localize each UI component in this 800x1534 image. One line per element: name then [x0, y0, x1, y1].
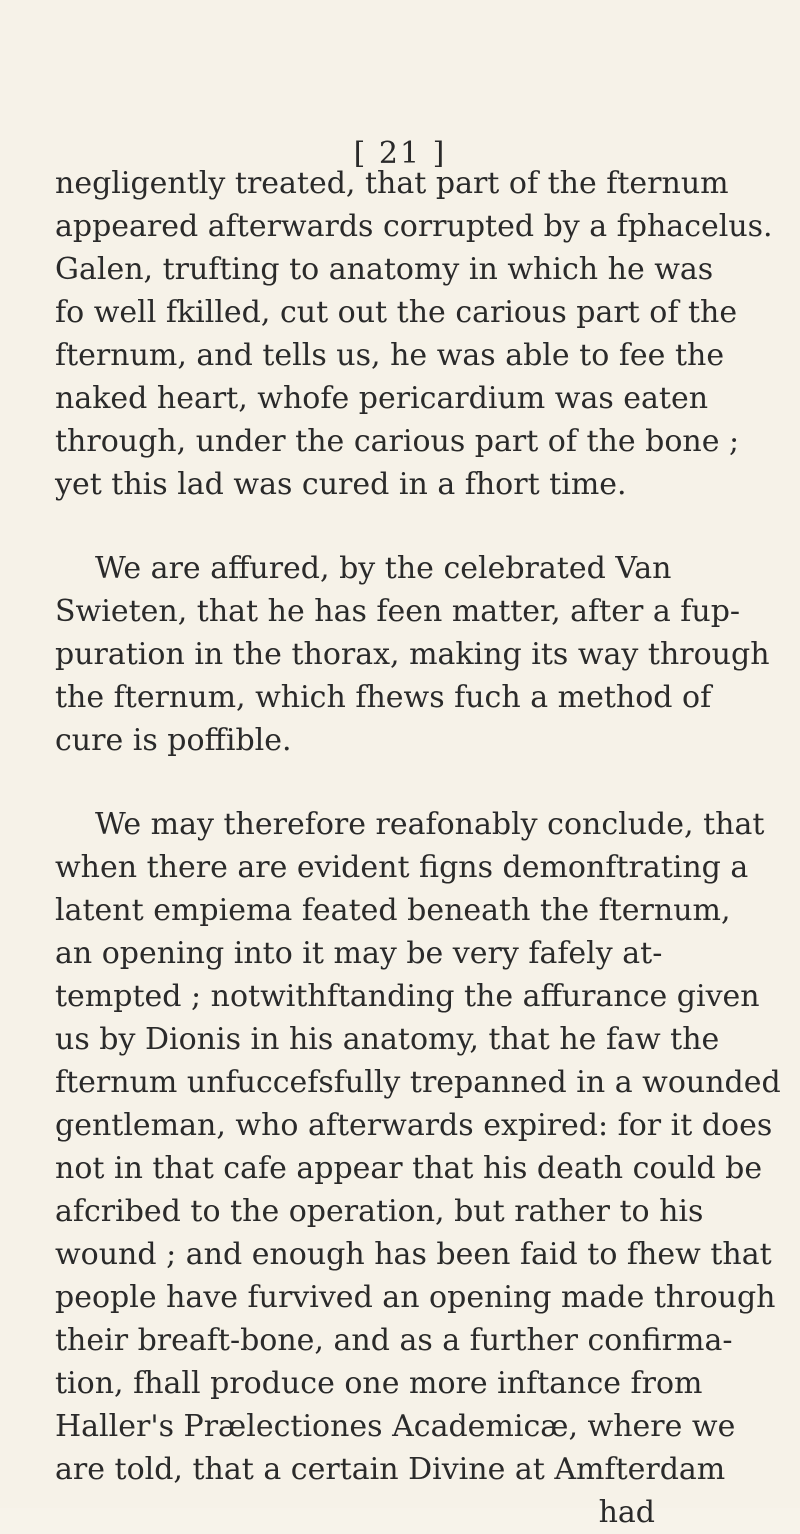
text-line: yet this lad was cured in a fhort time. — [55, 467, 627, 502]
text-line: through, under the carious part of the bone ; — [55, 424, 740, 459]
paragraph-gap — [55, 762, 655, 803]
paragraph-3 — [55, 803, 781, 1491]
paragraph-1 — [55, 162, 773, 506]
text-line: cure is poffible. — [55, 723, 292, 758]
text-line: fo well fkilled, cut out the carious part of the — [55, 295, 738, 330]
text-line: their breaft-bone, and as a further confirma- — [55, 1323, 733, 1358]
text-line: Swieten, that he has feen matter, after a fup- — [55, 594, 741, 629]
text-line: We are affured, by the celebrated Van — [95, 551, 672, 586]
text-line: Haller's Prælectiones Academicæ, where we — [55, 1409, 736, 1444]
catchword: had — [598, 1495, 655, 1530]
text-line: tempted ; notwithftanding the affurance given — [55, 979, 760, 1014]
text-line: us by Dionis in his anatomy, that he faw the — [55, 1022, 720, 1057]
body-text — [55, 162, 781, 1534]
text-line: appeared afterwards corrupted by a fphacelus. — [55, 209, 773, 244]
text-line: not in that cafe appear that his death could be — [55, 1151, 763, 1186]
text-line: Galen, trufting to anatomy in which he was — [55, 252, 714, 287]
text-line: fternum unfuccefsfully trepanned in a wounded — [55, 1065, 781, 1100]
text-line: afcribed to the operation, but rather to his — [55, 1194, 704, 1229]
text-line: when there are evident figns demonftrating a — [55, 850, 749, 885]
text-line: the fternum, which fhews fuch a method of — [55, 680, 712, 715]
text-line: fternum, and tells us, he was able to fee the — [55, 338, 725, 373]
page-number: [ 21 ] — [353, 136, 447, 171]
text-line: latent empiema feated beneath the fternum, — [55, 893, 731, 928]
text-line: wound ; and enough has been faid to fhew that — [55, 1237, 772, 1272]
text-line: puration in the thorax, making its way through — [55, 637, 770, 672]
text-line: gentleman, who afterwards expired: for it does — [55, 1108, 773, 1143]
text-line: tion, fhall produce one more inftance from — [55, 1366, 703, 1401]
text-line: We may therefore reafonably conclude, that — [95, 807, 765, 842]
text-line: are told, that a certain Divine at Amfterdam — [55, 1452, 726, 1487]
paragraph-2 — [55, 547, 770, 762]
text-line: naked heart, whofe pericardium was eaten — [55, 381, 709, 416]
paragraph-gap — [55, 506, 655, 547]
text-line: negligently treated, that part of the fternum — [55, 166, 729, 201]
text-line: an opening into it may be very fafely at- — [55, 936, 663, 971]
text-line: people have furvived an opening made through — [55, 1280, 776, 1315]
